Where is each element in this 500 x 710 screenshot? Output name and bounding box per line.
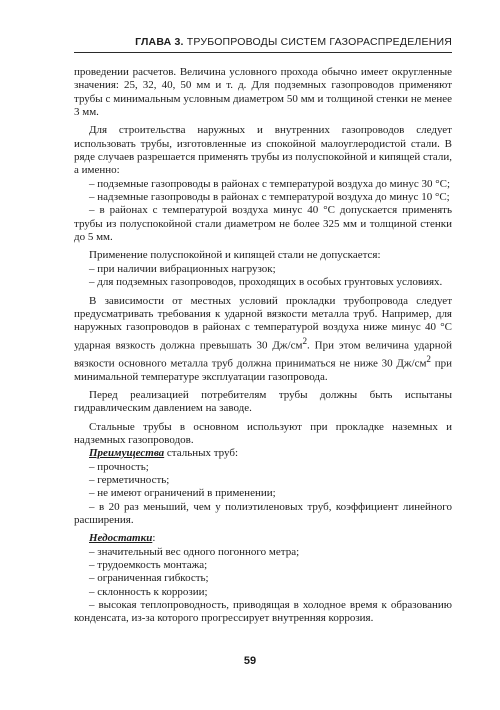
text-run: при минимальной температуре эксплуатации газопровода. [74, 357, 453, 383]
paragraph-usage: Стальные трубы в основном используют при прокладке наземных и надземных газопроводов. [74, 420, 452, 446]
list-item: – надземные газопроводы в районах с температурой воздуха до минус 10 °С; [89, 191, 450, 204]
list-item: – в 20 раз меньший, чем у полиэтиленовых труб, коэффициент линейного расширения. [74, 500, 452, 526]
list-item: – герметичность; [89, 473, 170, 486]
list-item: – в районах с температурой воздуха минус 40 °С допускается применять трубы из полуспокойной стали диаметром не более 325 мм и толщиной стенки до 5 мм. [74, 204, 452, 244]
list-item: – при наличии вибрационных нагрузок; [89, 262, 276, 275]
paragraph-continuation: проведении расчетов. Величина условного прохода обычно имеет округленные значения: 25, 32, 40, 50 мм и т. д. Для подземных газопроводов применяют трубы с минимальным условным диаметром 50 мм и толщиной стенки не менее 3 мм. [74, 66, 452, 119]
list-item: – высокая теплопроводность, приводящая в холодное время к образованию конденсата, из-за которого прогрессирует внутренняя коррозия. [74, 599, 452, 625]
paragraph-impact-strength [74, 295, 452, 384]
text-run: . При этом величина ударной вязкости основного металла труб должна приниматься не ниже 30 Дж/см [74, 339, 452, 370]
paragraph-restrictions: Применение полуспокойной и кипящей стали не допускается: [89, 249, 381, 262]
chapter-number: ГЛАВА 3. [135, 36, 184, 48]
running-header [74, 36, 452, 53]
disadvantages-heading [74, 532, 452, 545]
body-text [74, 66, 452, 626]
superscript: 2 [426, 353, 431, 364]
paragraph-steel-types: Для строительства наружных и внутренних газопроводов следует использовать трубы, изготовленные из спокойной малоуглеродистой стали. В ряде случаев разрешается применять трубы из полуспокойной и кипящей стали, а именно: [74, 124, 452, 177]
list-item: – для подземных газопроводов, проходящих в особых грунтовых условиях. [89, 276, 443, 289]
list-item: – подземные газопроводы в районах с температурой воздуха до минус 30 °С; [89, 177, 451, 190]
list-item: – склонность к коррозии; [89, 585, 208, 598]
list-item: – не имеют ограничений в применении; [89, 487, 276, 500]
list-item: – прочность; [89, 460, 149, 473]
superscript: 2 [302, 335, 308, 346]
list-item: – значительный вес одного погонного метра; [89, 545, 300, 558]
advantages-heading [74, 447, 452, 460]
advantages-label: Преимущества [89, 447, 165, 460]
page-number: 59 [243, 655, 257, 667]
chapter-title: ТРУБОПРОВОДЫ СИСТЕМ ГАЗОРАСПРЕДЕЛЕНИЯ [186, 36, 452, 48]
list-item: – трудоемкость монтажа; [89, 559, 208, 571]
disadvantages-label-suffix: : [152, 532, 156, 545]
paragraph-testing: Перед реализацией потребителям трубы должны быть испытаны гидравлическим давлением на заводе. [74, 388, 452, 415]
disadvantages-label: Недостатки [89, 532, 153, 545]
list-item: – ограниченная гибкость; [89, 572, 209, 585]
text-run: В зависимости от местных условий прокладки трубопровода следует предусматривать требования к ударной вязкости металла труб. Например, для наружных газопроводов в районах с температурой воздуха ниже минус 40 °С ударная вязкость должна превышать 30 Дж/см [74, 294, 452, 352]
advantages-label-suffix: стальных труб: [164, 447, 239, 460]
